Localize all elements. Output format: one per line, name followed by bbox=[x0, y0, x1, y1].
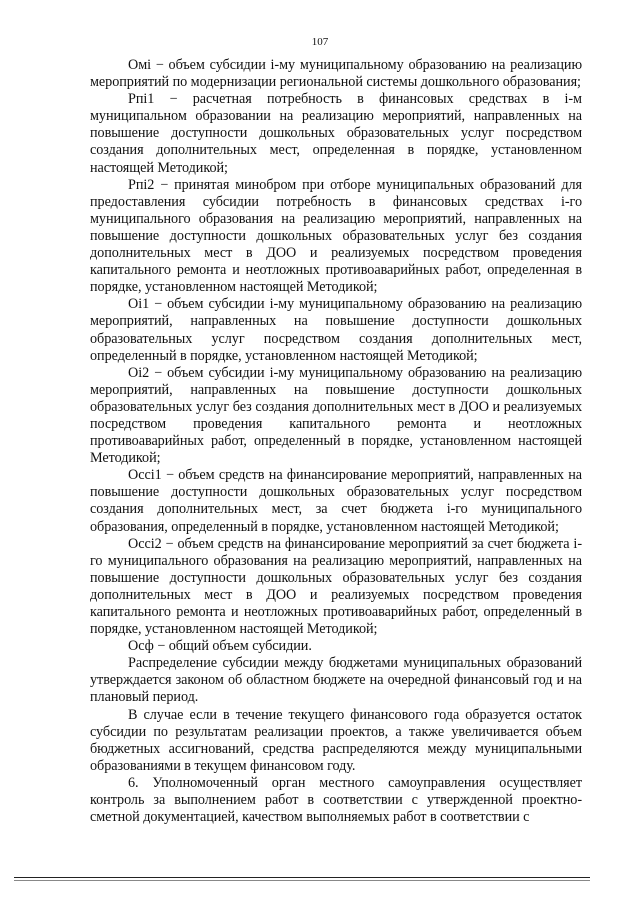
paragraph-pp2-definition: Pпi2 − принятая минобром при отборе муниципальных образований для предоставления субсидии потребность в финансовых средствах i-го муниципального образования на реализацию мероприятий, направленных на повышение доступности дошкольных образовательных услуг без создания дополнительных мест в ДОО и реализуемых посредством проведения капитального ремонта и неотложных противоаварийных работ, определенная в порядке, установленном настоящей Методикой; bbox=[90, 176, 582, 296]
page-number: 107 bbox=[311, 36, 329, 48]
bottom-rule-shadow bbox=[14, 880, 590, 881]
paragraph-osc1-definition: Осci1 − объем средств на финансирование мероприятий, направленных на повышение доступности дошкольных образовательных услуг посредством создания дополнительных мест, за счет бюджета i-го муниципального образования, определенный в порядке, установленном настоящей Методикой; bbox=[90, 467, 582, 535]
paragraph-oi1-definition: Оi1 − объем субсидии i-му муниципальному образованию на реализацию мероприятий, направленных на повышение доступности дошкольных образовательных услуг посредством создания дополнительных мест, определенный в порядке, установленном настоящей Методикой; bbox=[90, 296, 582, 364]
document-body bbox=[90, 57, 582, 826]
paragraph-osf-definition: Осф − общий объем субсидии. bbox=[128, 638, 312, 655]
paragraph-osc2-definition: Осci2 − объем средств на финансирование мероприятий за счет бюджета i-го муниципального образования на реализацию мероприятий, направленных на повышение доступности дошкольных образовательных услуг без создания дополнительных мест в ДОО и реализуемых посредством проведения капитального ремонта и неотложных противоаварийных работ, определенный в порядке, установленном настоящей Методикой; bbox=[90, 535, 582, 638]
bottom-rule bbox=[14, 877, 590, 878]
paragraph-om-definition: Омi − объем субсидии i-му муниципальному образованию на реализацию мероприятий по модернизации региональной системы дошкольного образования; bbox=[90, 57, 582, 91]
paragraph-item-6-control: 6. Уполномоченный орган местного самоуправления осуществляет контроль за выполнением работ в соответствии с утвержденной проектно-сметной документацией, качеством выполняемых работ в соответствии с bbox=[90, 774, 582, 826]
paragraph-oi2-definition: Оi2 − объем субсидии i-му муниципальному образованию на реализацию мероприятий, направленных на повышение доступности дошкольных образовательных услуг без создания дополнительных мест в ДОО и реализуемых посредством проведения капитального ремонта и неотложных противоаварийных работ, определенный в порядке, установленном настоящей Методикой; bbox=[90, 364, 582, 467]
paragraph-pp1-definition: Pпi1 − расчетная потребность в финансовых средствах в i-м муниципальном образовании на реализацию мероприятий, направленных на повышение доступности дошкольных образовательных услуг посредством создания дополнительных мест, определенная в порядке, установленном настоящей Методикой; bbox=[90, 91, 582, 176]
paragraph-distribution-law: Распределение субсидии между бюджетами муниципальных образований утверждается законом об областном бюджете на очередной финансовый год и на плановый период. bbox=[90, 655, 582, 706]
paragraph-remaining-funds: В случае если в течение текущего финансового года образуется остаток субсидии по результатам реализации проектов, а также увеличивается объем бюджетных ассигнований, средства распределяются между муниципальными образованиями в текущем финансовом году. bbox=[90, 706, 582, 774]
